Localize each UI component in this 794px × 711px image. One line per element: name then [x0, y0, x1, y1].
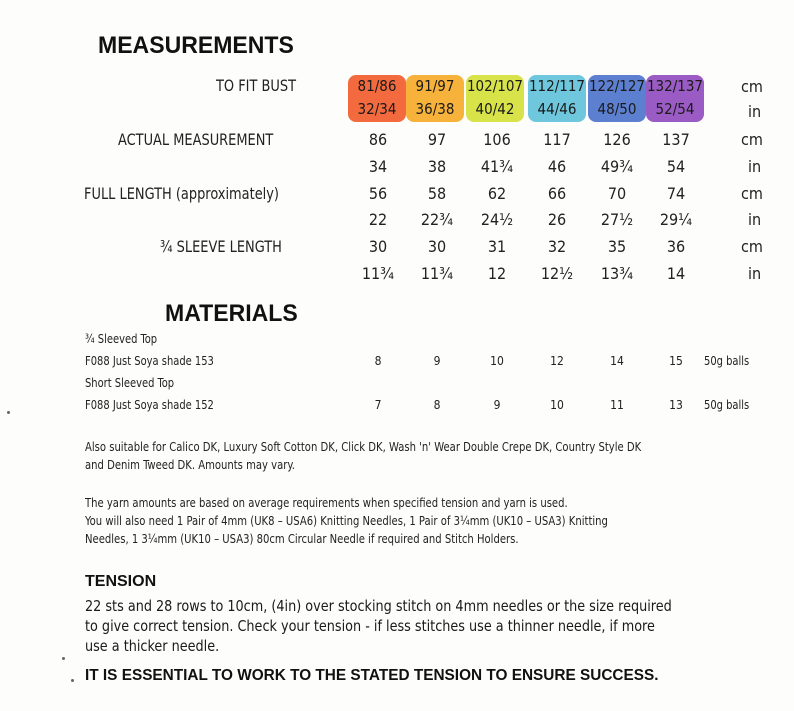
tension-line1: 22 sts and 28 rows to 10cm, (4in) over stocking stitch on 4mm needles or the size required [85, 597, 672, 615]
measurement-value: 49¾ [600, 157, 634, 176]
size-bust-cm: 112/117 [528, 77, 586, 95]
yarn-amount: 7 [374, 398, 382, 412]
size-bust-cm: 102/107 [466, 77, 524, 95]
yarn-unit: 50g balls [704, 354, 750, 368]
unit-label: in [748, 210, 762, 229]
sleeve-length-label: ¾ SLEEVE LENGTH [160, 237, 282, 256]
measurement-value: 137 [662, 130, 690, 149]
size-bust-in: 36/38 [415, 100, 455, 118]
yarn-amount: 11 [610, 398, 624, 412]
size-cell [528, 75, 586, 122]
measurement-value: 86 [368, 130, 388, 149]
measurement-value: 46 [547, 157, 567, 176]
measurement-value: 58 [427, 184, 447, 203]
essential-tension-notice: IT IS ESSENTIAL TO WORK TO THE STATED TENSION TO ENSURE SUCCESS. [85, 667, 659, 684]
actual-measurement-label: ACTUAL MEASUREMENT [118, 130, 274, 149]
measurement-value: 22¾ [420, 210, 454, 229]
size-bust-cm: 132/137 [646, 77, 704, 95]
measurement-value: 30 [368, 237, 388, 256]
size-cell [646, 75, 704, 122]
yarn-amount: 9 [433, 354, 441, 368]
alternate-yarns-line1: Also suitable for Calico DK, Luxury Soft Cotton DK, Click DK, Wash 'n' Wear Double Crepe DK, Country Style DK [85, 440, 642, 454]
measurement-value: 12½ [540, 264, 574, 283]
measurement-value: 41¾ [480, 157, 514, 176]
tension-text [85, 596, 750, 656]
measurement-value: 66 [547, 184, 567, 203]
measurement-value: 24½ [480, 210, 514, 229]
measurement-value: 31 [487, 237, 507, 256]
measurement-value: 38 [427, 157, 447, 176]
measurement-value: 117 [543, 130, 571, 149]
measurement-value: 35 [607, 237, 627, 256]
measurement-value: 26 [547, 210, 567, 229]
yarn-amount: 14 [610, 354, 624, 368]
measurement-value: 32 [547, 237, 567, 256]
measurement-value: 62 [487, 184, 507, 203]
size-cell [466, 75, 524, 122]
unit-label: cm [741, 130, 763, 149]
measurement-value: 34 [368, 157, 388, 176]
size-cell [348, 75, 406, 122]
measurement-value: 56 [368, 184, 388, 203]
scan-speck [62, 657, 65, 660]
materials-heading: MATERIALS [165, 300, 298, 327]
tension-heading: TENSION [85, 573, 157, 590]
bust-unit-cm: cm [741, 77, 763, 96]
measurement-value: 74 [666, 184, 686, 203]
bust-unit-in: in [748, 102, 762, 121]
yarn-amount: 9 [493, 398, 501, 412]
group2-yarn: F088 Just Soya shade 152 [85, 398, 214, 412]
needles-note [85, 494, 755, 548]
unit-label: cm [741, 184, 763, 203]
size-bust-cm: 91/97 [415, 77, 455, 95]
measurement-value: 13¾ [600, 264, 634, 283]
yarn-amount: 8 [433, 398, 441, 412]
group2-title: Short Sleeved Top [85, 376, 175, 390]
needles-line3: Needles, 1 3¼mm (UK10 – USA3) 80cm Circular Needle if required and Stitch Holders. [85, 532, 519, 546]
yarn-amount: 12 [550, 354, 564, 368]
scan-speck [7, 411, 10, 414]
measurement-value: 11¾ [361, 264, 395, 283]
measurement-value: 22 [368, 210, 388, 229]
yarn-amount: 10 [550, 398, 564, 412]
measurement-value: 27½ [600, 210, 634, 229]
size-bust-in: 52/54 [655, 100, 695, 118]
size-bust-cm: 122/127 [588, 77, 646, 95]
size-bust-in: 40/42 [475, 100, 515, 118]
group1-yarn: F088 Just Soya shade 153 [85, 354, 214, 368]
scan-speck [71, 679, 74, 682]
measurement-value: 97 [427, 130, 447, 149]
size-cell [406, 75, 464, 122]
unit-label: in [748, 264, 762, 283]
yarn-amount: 15 [669, 354, 683, 368]
yarn-amount: 8 [374, 354, 382, 368]
alternate-yarns-line2: and Denim Tweed DK. Amounts may vary. [85, 458, 295, 472]
measurement-value: 12 [487, 264, 507, 283]
needles-line2: You will also need 1 Pair of 4mm (UK8 – USA6) Knitting Needles, 1 Pair of 3¼mm (UK10 – USA3) Knitting [85, 514, 608, 528]
measurement-value: 106 [483, 130, 511, 149]
yarn-unit: 50g balls [704, 398, 750, 412]
size-bust-in: 32/34 [357, 100, 397, 118]
full-length-label: FULL LENGTH (approximately) [84, 184, 279, 203]
tension-line2: to give correct tension. Check your tension - if less stitches use a thinner needle, if more [85, 617, 655, 635]
measurement-value: 54 [666, 157, 686, 176]
needles-line1: The yarn amounts are based on average requirements when specified tension and yarn is used. [85, 496, 568, 510]
size-bust-in: 48/50 [597, 100, 637, 118]
measurement-value: 36 [666, 237, 686, 256]
group1-title: ¾ Sleeved Top [85, 332, 158, 346]
measurement-value: 11¾ [420, 264, 454, 283]
bust-label: TO FIT BUST [216, 76, 297, 95]
yarn-amount: 10 [490, 354, 504, 368]
unit-label: in [748, 157, 762, 176]
measurement-value: 30 [427, 237, 447, 256]
measurement-value: 29¼ [659, 210, 693, 229]
size-bust-in: 44/46 [537, 100, 577, 118]
unit-label: cm [741, 237, 763, 256]
yarn-amount: 13 [669, 398, 683, 412]
measurement-value: 70 [607, 184, 627, 203]
alternate-yarns-note [85, 438, 755, 474]
tension-line3: use a thicker needle. [85, 637, 220, 655]
size-bust-cm: 81/86 [357, 77, 397, 95]
size-cell [588, 75, 646, 122]
measurements-heading: MEASUREMENTS [98, 32, 294, 59]
measurement-value: 14 [666, 264, 686, 283]
measurement-value: 126 [603, 130, 631, 149]
